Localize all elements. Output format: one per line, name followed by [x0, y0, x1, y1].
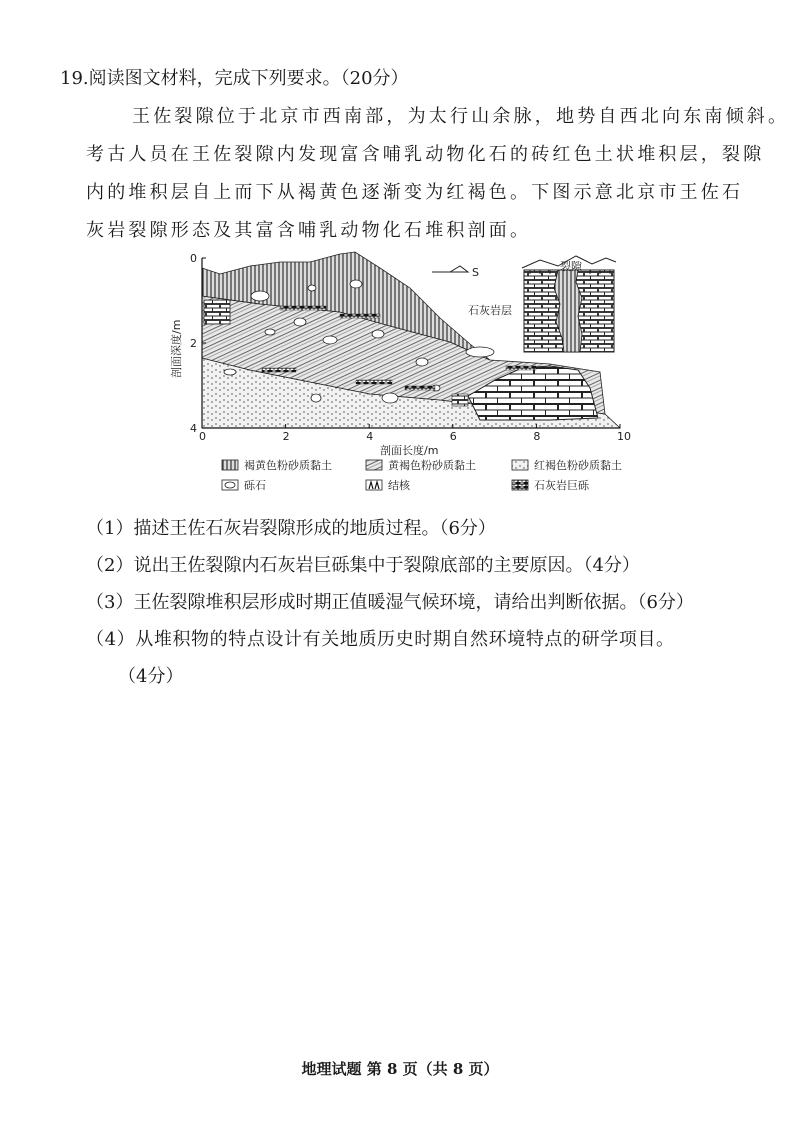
legend-label-gravel: 砾石	[244, 479, 266, 492]
subquestion-2: （2）说出王佐裂隙内石灰岩巨砾集中于裂隙底部的主要原因。（4分）	[86, 555, 640, 576]
legend-swatch-red-brown	[512, 460, 528, 470]
cross-section-svg	[150, 248, 650, 504]
legend-swatch-brown-yellow	[222, 460, 238, 470]
cross-section-figure	[150, 248, 650, 508]
x-tick-label: 10	[617, 430, 631, 443]
x-tick-label: 2	[282, 430, 290, 443]
question-header: 19.阅读图文材料，完成下列要求。（20分）	[60, 68, 409, 89]
limestone-block-small	[452, 394, 468, 406]
inset-crack-label: 裂隙	[560, 260, 582, 273]
legend-swatch-nodule	[366, 480, 382, 490]
direction-label: S	[472, 266, 479, 279]
x-axis-label: 剖面长度/m	[380, 444, 439, 457]
legend-label-red-brown: 红褐色粉砂质黏土	[534, 459, 622, 472]
legend-label-nodule: 结核	[388, 479, 410, 492]
legend-label-brown-yellow: 褐黄色粉砂质黏土	[244, 459, 332, 472]
x-tick-label: 6	[449, 430, 457, 443]
material-line-1: 王佐裂隙位于北京市西南部，为太行山余脉，地势自西北向东南倾斜。	[132, 106, 790, 127]
material-line-3: 内的堆积层自上而下从褐黄色逐渐变为红褐色。下图示意北京市王佐石	[86, 182, 744, 203]
direction-indicator	[432, 266, 479, 279]
x-tick-label: 4	[366, 430, 374, 443]
y-axis-label: 剖面深度/m	[170, 319, 183, 378]
subquestion-1: （1）描述王佐石灰岩裂隙形成的地质过程。（6分）	[86, 518, 496, 539]
legend-label-limestone: 石灰岩巨砾	[534, 479, 589, 492]
y-tick-label: 0	[190, 252, 197, 265]
material-line-2: 考古人员在王佐裂隙内发现富含哺乳动物化石的砖红色土状堆积层，裂隙	[86, 144, 765, 165]
x-tick-label: 0	[199, 430, 206, 443]
legend-label-yellow-brown: 黄褐色粉砂质黏土	[388, 459, 476, 472]
subquestion-4-score: （4分）	[118, 666, 184, 687]
subquestion-4: （4）从堆积物的特点设计有关地质历史时期自然环境特点的研学项目。	[86, 629, 675, 650]
material-line-4: 灰岩裂隙形态及其富含哺乳动物化石堆积剖面。	[86, 220, 532, 241]
legend-swatch-yellow-brown	[366, 460, 382, 470]
subquestion-3: （3）王佐裂隙堆积层形成时期正值暖湿气候环境，请给出判断依据。（6分）	[86, 592, 694, 613]
page-footer: 地理试题 第 8 页（共 8 页）	[301, 1060, 499, 1078]
x-tick-label: 8	[533, 430, 541, 443]
limestone-boulders-left	[204, 300, 230, 324]
y-tick-label: 4	[190, 422, 197, 435]
legend-gravel-shape	[225, 482, 235, 488]
inset-diagram	[468, 256, 616, 352]
legend	[222, 458, 622, 492]
y-tick-label: 2	[190, 337, 197, 350]
legend-swatch-limestone	[512, 480, 528, 490]
inset-rock-label: 石灰岩层	[468, 304, 512, 317]
